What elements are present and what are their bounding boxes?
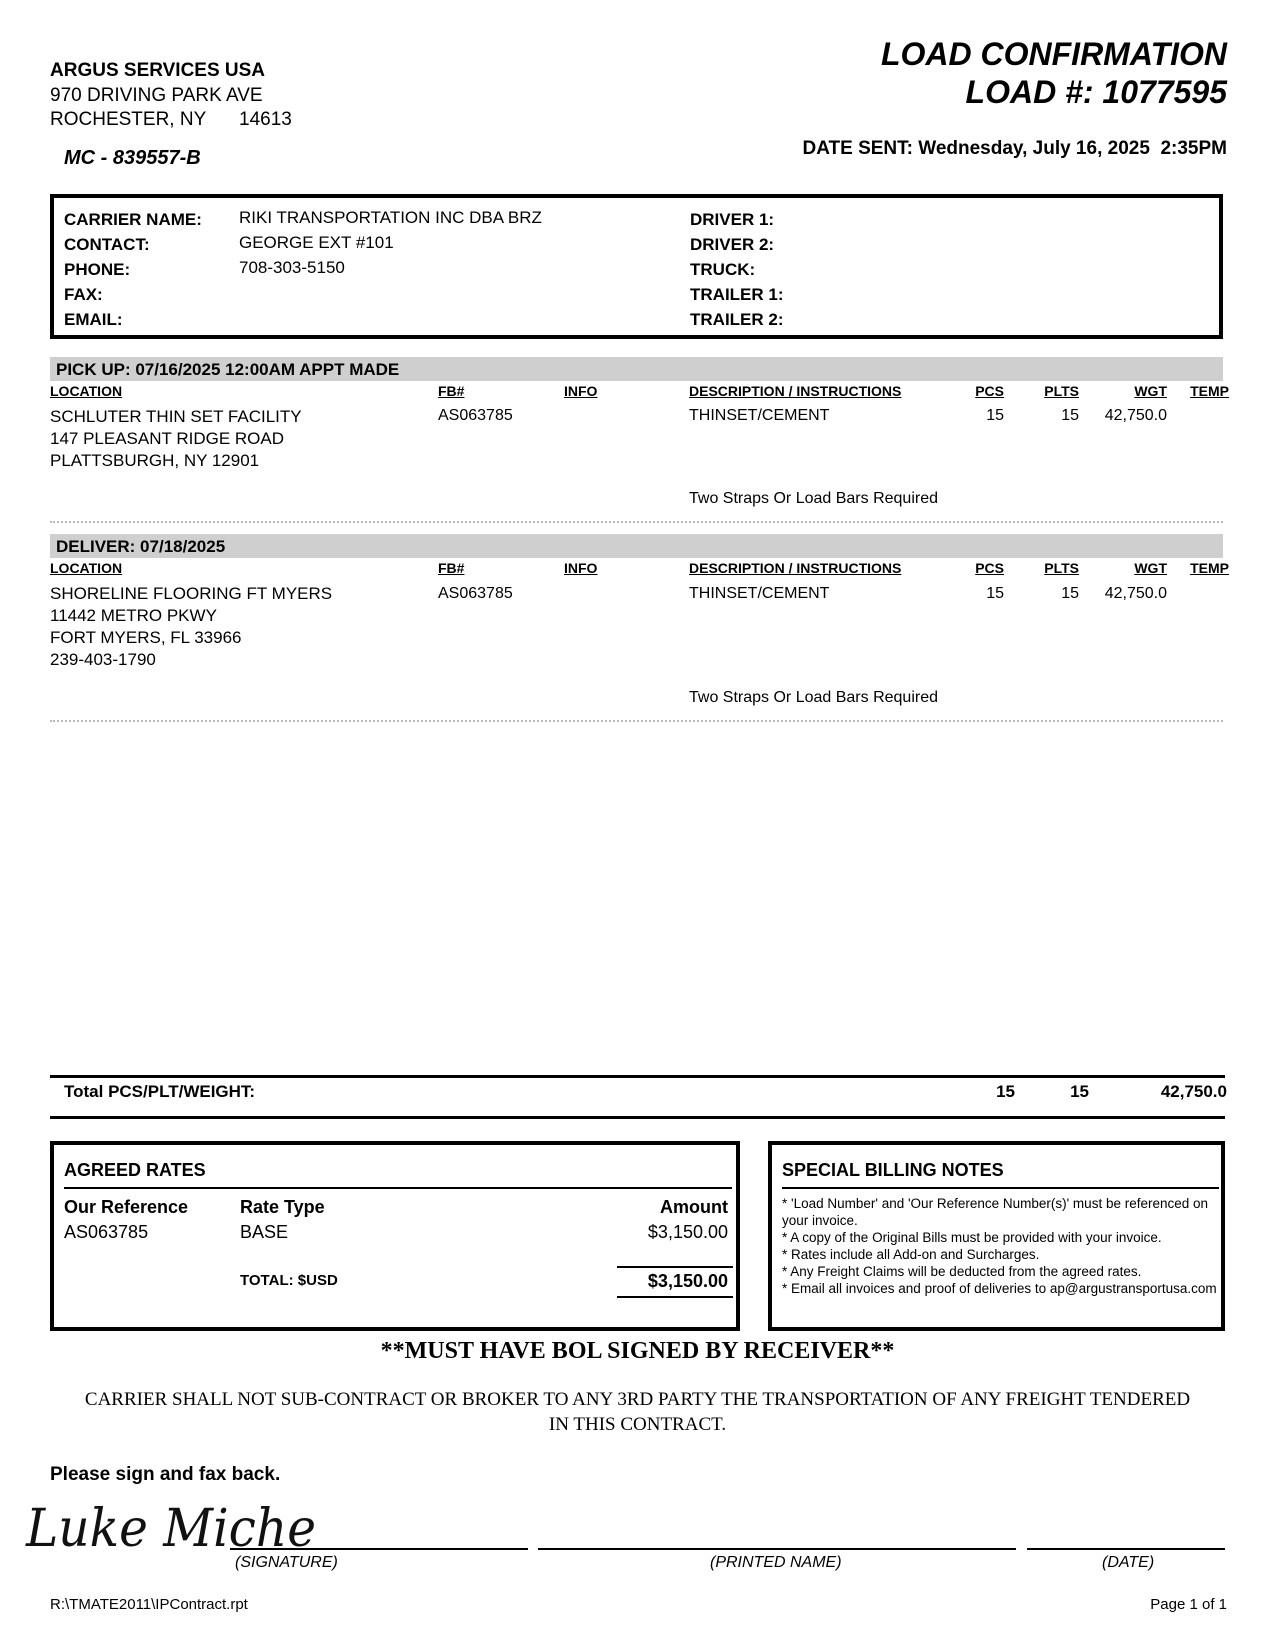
col-temp: TEMP — [1190, 383, 1229, 399]
carrier-name-label: CARRIER NAME: — [64, 210, 202, 229]
printed-name-label: (PRINTED NAME) — [710, 1554, 842, 1571]
company-name: ARGUS SERVICES USA — [50, 60, 266, 81]
total-amount-top-rule — [617, 1266, 733, 1268]
date-sent-label: DATE SENT: — [802, 138, 913, 159]
delivery-location-city: FORT MYERS, FL 33966 — [50, 628, 242, 647]
agreed-rates-rule — [64, 1187, 732, 1189]
col-pcs: PCS — [975, 560, 1004, 576]
delivery-fb: AS063785 — [438, 585, 513, 602]
total-amount: $3,150.00 — [647, 1271, 728, 1291]
our-reference-header: Our Reference — [64, 1197, 189, 1217]
contact-label: CONTACT: — [64, 235, 150, 254]
billing-notes-title: SPECIAL BILLING NOTES — [782, 1160, 1004, 1180]
delivery-instructions: Two Straps Or Load Bars Required — [689, 689, 939, 706]
total-label: TOTAL: $USD — [240, 1272, 338, 1289]
company-zip: 14613 — [239, 109, 292, 130]
trailer2-label: TRAILER 2: — [690, 310, 784, 329]
driver1-label: DRIVER 1: — [690, 210, 775, 229]
sign-prompt: Please sign and fax back. — [50, 1464, 281, 1485]
date-label: (DATE) — [1102, 1554, 1155, 1571]
pickup-pcs: 15 — [986, 407, 1004, 424]
rate-type-value: BASE — [240, 1222, 289, 1242]
billing-note: * Any Freight Claims will be deducted from the agreed rates. — [782, 1264, 1142, 1279]
date-sent: Wednesday, July 16, 2025 — [918, 138, 1150, 159]
total-weight: 42,750.0 — [1160, 1082, 1227, 1101]
email-label: EMAIL: — [64, 310, 123, 329]
fax-label: FAX: — [64, 285, 103, 304]
load-number-label: LOAD #: — [965, 74, 1094, 110]
pickup-fb: AS063785 — [438, 407, 513, 424]
delivery-wgt: 42,750.0 — [1104, 585, 1167, 602]
our-reference-value: AS063785 — [64, 1222, 149, 1242]
delivery-description: THINSET/CEMENT — [689, 585, 830, 602]
delivery-divider — [50, 720, 1223, 722]
signature-text: Luke Miche — [25, 1499, 316, 1558]
phone-label: PHONE: — [64, 260, 131, 279]
company-address: 970 DRIVING PARK AVE — [50, 85, 263, 106]
pickup-divider — [50, 521, 1223, 523]
time-sent: 2:35PM — [1160, 138, 1227, 159]
total-plts: 15 — [1070, 1082, 1089, 1101]
col-fb: FB# — [438, 383, 465, 399]
totals-bottom-rule — [50, 1116, 1225, 1119]
billing-notes-box — [768, 1141, 1225, 1331]
col-plts: PLTS — [1044, 383, 1079, 399]
carrier-name: RIKI TRANSPORTATION INC DBA BRZ — [239, 208, 542, 227]
total-pcs: 15 — [996, 1082, 1015, 1101]
totals-top-rule — [50, 1075, 1225, 1078]
trailer1-label: TRAILER 1: — [690, 285, 784, 304]
date-sent-line — [802, 138, 1227, 160]
driver2-label: DRIVER 2: — [690, 235, 775, 254]
load-number: 1077595 — [1102, 74, 1227, 110]
col-info: INFO — [564, 560, 598, 576]
footer-path: R:\TMATE2011\IPContract.rpt — [50, 1596, 248, 1613]
delivery-heading: DELIVER: 07/18/2025 — [56, 537, 226, 556]
col-wgt: WGT — [1134, 383, 1167, 399]
signature-line — [230, 1548, 528, 1550]
pickup-heading: PICK UP: 07/16/2025 12:00AM APPT MADE — [56, 360, 400, 379]
col-info: INFO — [564, 383, 598, 399]
sub-contract-clause: CARRIER SHALL NOT SUB-CONTRACT OR BROKER TO ANY 3RD PARTY THE TRANSPORTATION OF ANY FREIGHT TENDERED IN THIS CONTRACT. — [84, 1389, 1191, 1435]
col-pcs: PCS — [975, 383, 1004, 399]
footer-page: Page 1 of 1 — [1150, 1596, 1227, 1613]
col-description: DESCRIPTION / INSTRUCTIONS — [689, 560, 902, 576]
billing-notes-rule — [782, 1187, 1219, 1189]
totals-label: Total PCS/PLT/WEIGHT: — [64, 1082, 256, 1101]
agreed-rates-box — [50, 1141, 740, 1331]
contact-value: GEORGE EXT #101 — [239, 233, 394, 252]
total-amount-bottom-rule — [617, 1296, 733, 1298]
document-title: LOAD CONFIRMATION — [880, 36, 1227, 72]
date-line — [1027, 1548, 1225, 1550]
bol-notice: **MUST HAVE BOL SIGNED BY RECEIVER** — [380, 1338, 895, 1364]
phone-value: 708-303-5150 — [239, 258, 345, 277]
company-city-state: ROCHESTER, NY — [50, 109, 207, 130]
billing-note: * Email all invoices and proof of deliveries to ap@argustransportusa.com — [782, 1281, 1217, 1296]
billing-note: * 'Load Number' and 'Our Reference Number(s)' must be referenced on your invoice. — [782, 1196, 1209, 1228]
delivery-pcs: 15 — [986, 585, 1004, 602]
delivery-location-name: SHORELINE FLOORING FT MYERS — [50, 584, 333, 603]
printed-name-line — [538, 1548, 1016, 1550]
billing-notes-list — [782, 1195, 1222, 1297]
billing-note: * Rates include all Add-on and Surcharges. — [782, 1247, 1040, 1262]
agreed-rates-title: AGREED RATES — [64, 1160, 206, 1180]
col-wgt: WGT — [1134, 560, 1167, 576]
load-number-line — [966, 74, 1227, 111]
mc-number: MC - 839557-B — [64, 147, 201, 169]
rate-type-header: Rate Type — [240, 1197, 325, 1217]
delivery-plts: 15 — [1061, 585, 1079, 602]
amount-header: Amount — [660, 1197, 728, 1217]
delivery-heading-bar — [50, 534, 1223, 558]
col-fb: FB# — [438, 560, 465, 576]
truck-label: TRUCK: — [690, 260, 756, 279]
amount-value: $3,150.00 — [647, 1222, 728, 1242]
delivery-location-street: 11442 METRO PKWY — [50, 606, 217, 625]
pickup-wgt: 42,750.0 — [1104, 407, 1167, 424]
billing-note: * A copy of the Original Bills must be provided with your invoice. — [782, 1230, 1162, 1245]
delivery-location-phone: 239-403-1790 — [50, 650, 156, 669]
pickup-location-city: PLATTSBURGH, NY 12901 — [50, 451, 260, 470]
carrier-info-box — [50, 194, 1223, 339]
pickup-plts: 15 — [1061, 407, 1079, 424]
col-description: DESCRIPTION / INSTRUCTIONS — [689, 383, 902, 399]
pickup-instructions: Two Straps Or Load Bars Required — [689, 490, 939, 507]
pickup-heading-bar — [50, 357, 1223, 381]
pickup-description: THINSET/CEMENT — [689, 407, 830, 424]
col-location: LOCATION — [50, 560, 123, 576]
pickup-location-name: SCHLUTER THIN SET FACILITY — [50, 407, 302, 426]
col-temp: TEMP — [1190, 560, 1229, 576]
col-plts: PLTS — [1044, 560, 1079, 576]
col-location: LOCATION — [50, 383, 123, 399]
signature-label: (SIGNATURE) — [235, 1554, 338, 1571]
pickup-location-street: 147 PLEASANT RIDGE ROAD — [50, 429, 284, 448]
